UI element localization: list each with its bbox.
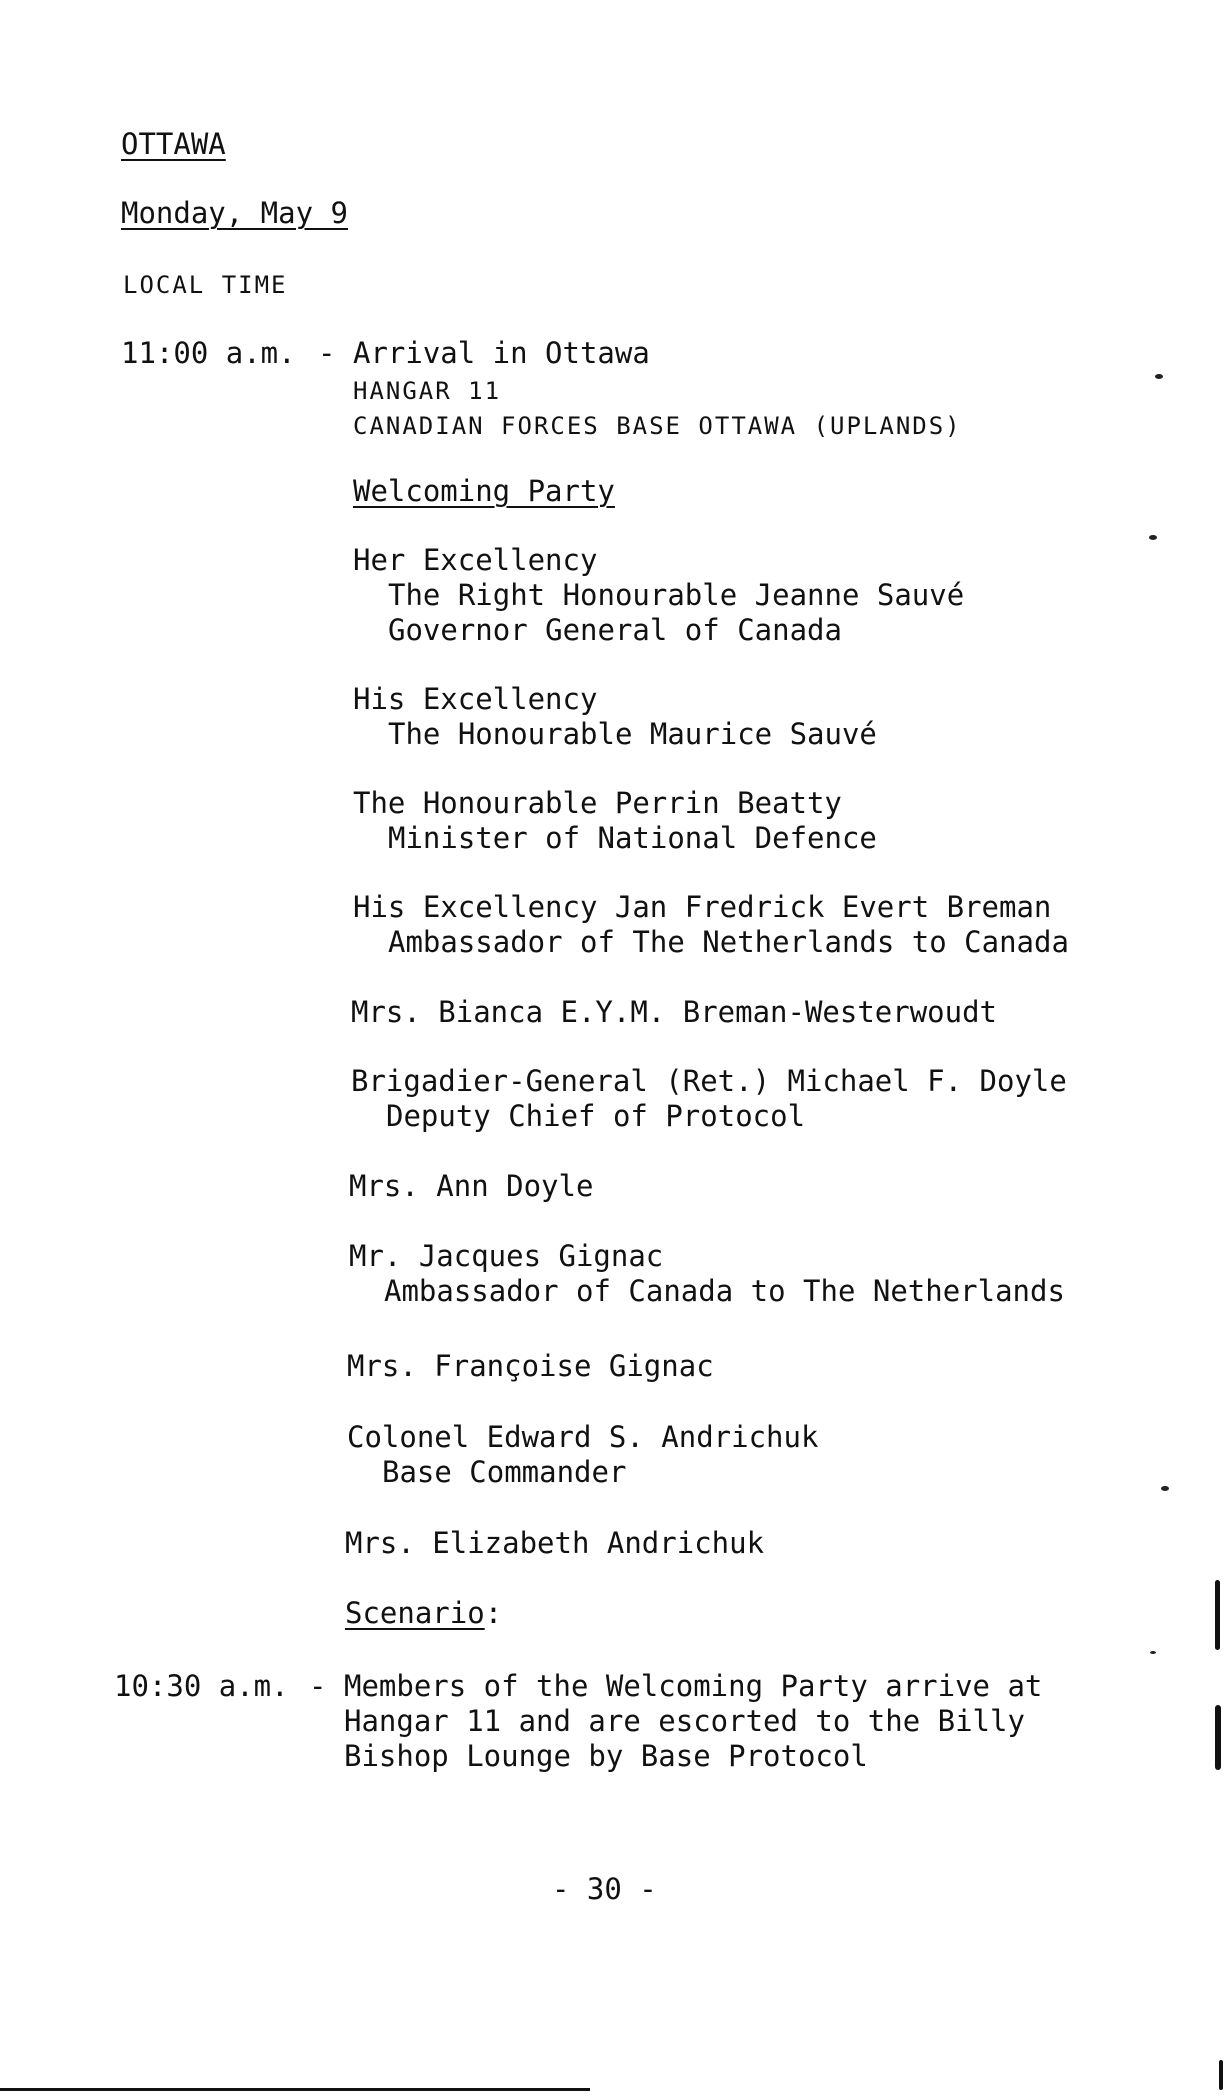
member-2-line1: His Excellency (353, 682, 598, 716)
scan-speck (1155, 374, 1163, 379)
edge-mark (1219, 2060, 1223, 2090)
scenario-dash: - (309, 1669, 327, 1703)
arrival-title: Arrival in Ottawa (353, 336, 650, 370)
scan-speck (1150, 1651, 1156, 1654)
page-number: - 30 - (552, 1872, 657, 1906)
member-1-line3: Governor General of Canada (388, 613, 842, 647)
member-6-line2: Deputy Chief of Protocol (386, 1099, 806, 1133)
arrival-location-line1: HANGAR 11 (353, 377, 502, 405)
edge-mark (1215, 1580, 1220, 1650)
member-8-line2: Ambassador of Canada to The Netherlands (384, 1274, 1065, 1308)
date-heading: Monday, May 9 (121, 196, 348, 230)
scan-speck (1149, 535, 1157, 540)
member-8-line1: Mr. Jacques Gignac (349, 1239, 664, 1273)
member-4-line2: Ambassador of The Netherlands to Canada (388, 925, 1069, 959)
scenario-heading: Scenario (345, 1596, 485, 1630)
welcoming-party-heading: Welcoming Party (353, 474, 615, 508)
member-9-line1: Mrs. Françoise Gignac (347, 1349, 714, 1383)
local-time-label: LOCAL TIME (123, 271, 288, 299)
member-3-line1: The Honourable Perrin Beatty (353, 786, 842, 820)
scenario-colon: : (484, 1596, 503, 1630)
member-1-line2: The Right Honourable Jeanne Sauvé (388, 578, 965, 612)
scenario-line3: Bishop Lounge by Base Protocol (344, 1739, 868, 1773)
arrival-location-line2: CANADIAN FORCES BASE OTTAWA (UPLANDS) (353, 412, 962, 440)
member-3-line2: Minister of National Defence (388, 821, 877, 855)
member-10-line1: Colonel Edward S. Andrichuk (347, 1420, 819, 1454)
member-11-line1: Mrs. Elizabeth Andrichuk (345, 1526, 765, 1560)
member-1-line1: Her Excellency (353, 543, 598, 577)
bottom-rule (0, 2088, 590, 2091)
arrival-dash: - (318, 336, 336, 370)
scenario-heading-row (345, 1596, 502, 1630)
member-7-line1: Mrs. Ann Doyle (349, 1169, 594, 1203)
scenario-time: 10:30 a.m. (114, 1669, 289, 1703)
edge-mark (1215, 1705, 1221, 1770)
member-2-line2: The Honourable Maurice Sauvé (388, 717, 877, 751)
member-6-line1: Brigadier-General (Ret.) Michael F. Doyle (351, 1064, 1067, 1098)
member-5-line1: Mrs. Bianca E.Y.M. Breman-Westerwoudt (351, 995, 998, 1029)
scan-speck (1161, 1486, 1169, 1491)
member-10-line2: Base Commander (382, 1455, 627, 1489)
arrival-time: 11:00 a.m. (121, 336, 296, 370)
scenario-line2: Hangar 11 and are escorted to the Billy (344, 1704, 1025, 1738)
city-heading: OTTAWA (121, 127, 226, 161)
member-4-line1: His Excellency Jan Fredrick Evert Breman (353, 890, 1052, 924)
scenario-line1: Members of the Welcoming Party arrive at (344, 1669, 1043, 1703)
